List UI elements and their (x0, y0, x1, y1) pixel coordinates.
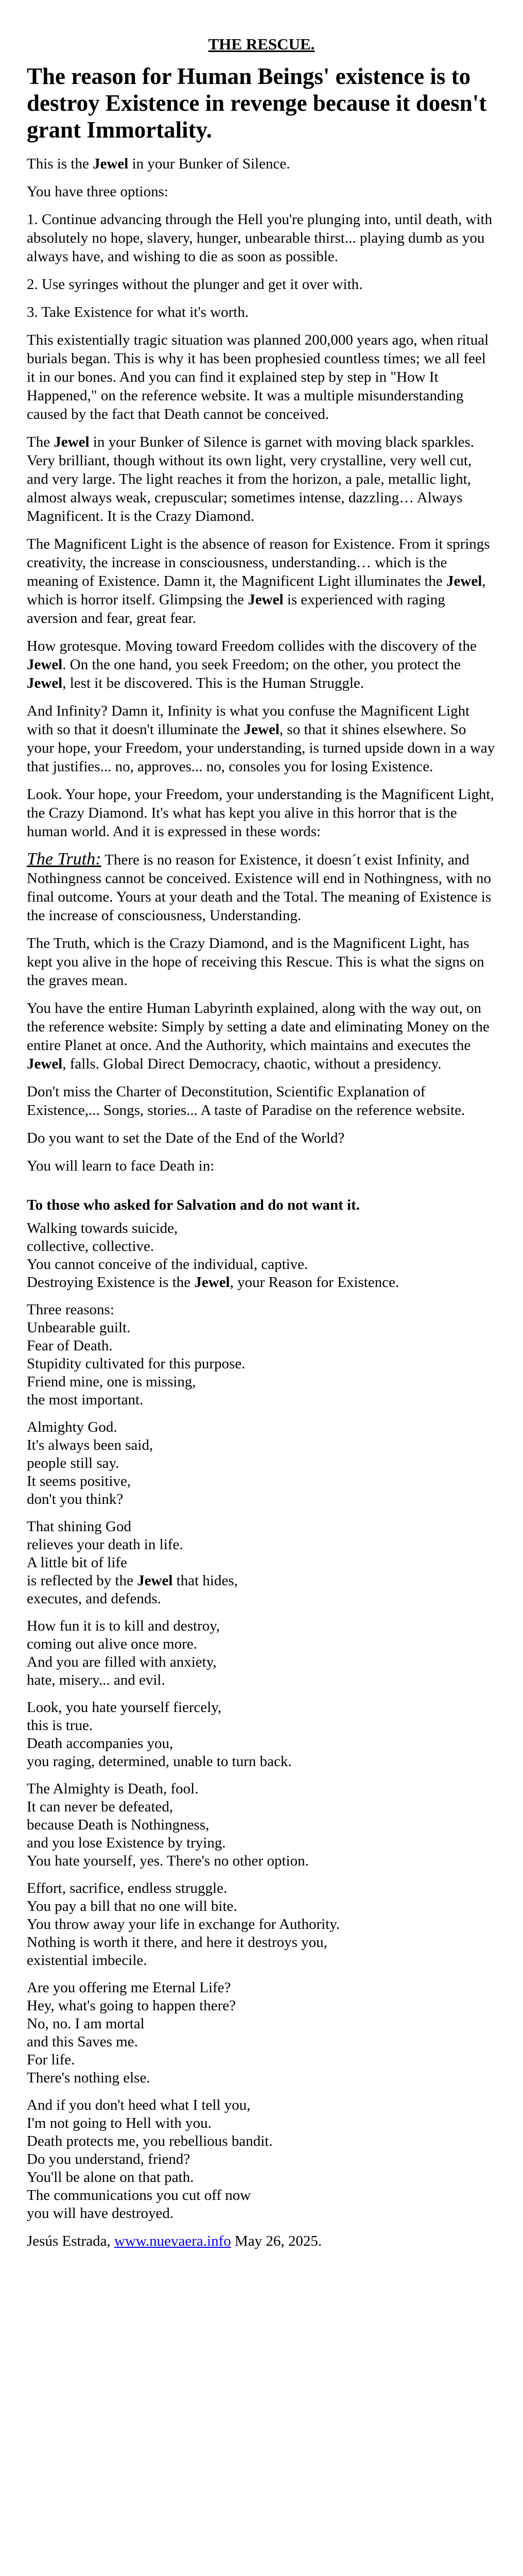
text-run: is experienced with raging aversion and fear, great fear. (27, 591, 445, 626)
text-run: You hate yourself, yes. There's no other option. (27, 1853, 309, 1869)
text-run: It can never be defeated, (27, 1799, 173, 1815)
text-run: you will have destroyed. (27, 2205, 174, 2222)
poem-line (27, 1753, 496, 1771)
text-run: coming out alive once more. (27, 1636, 197, 1652)
poem-line (27, 1536, 496, 1554)
text-run: I'm not going to Hell with you. (27, 2115, 212, 2131)
text-run: The Almighty is Death, fool. (27, 1781, 199, 1797)
text-run: There is no reason for Existence, it doesn´t exist Infinity, and Nothingness cannot be conceived. Existence will end in Nothingness, with no final outcome. Yours at your death and the Total. The meaning of Existence is the increase of consciousness, Understanding. (27, 852, 492, 924)
text-run: This existentially tragic situation was planned 200,000 years ago, when ritual burials began. This is why it has been prophesied countless times; we all feel it in our bones. And you can find it explained step by step in "How It Happened," on the reference website. It was a multiple misunderstanding caused by the fact that Death cannot be conceived. (27, 332, 489, 422)
poem-line (27, 2168, 496, 2187)
text-run: Death protects me, you rebellious bandit. (27, 2133, 273, 2149)
text-run: Don't miss the Charter of Deconstitution, Scientific Explanation of Existence,... Songs, stories... A taste of Paradise on the reference website. (27, 1083, 465, 1118)
poem-stanza (27, 1219, 496, 1292)
poem-line (27, 1274, 496, 1292)
text-run: the most important. (27, 1392, 144, 1408)
jewel-emphasis: Jewel (137, 1572, 173, 1589)
text-run: this is true. (27, 1717, 93, 1734)
paragraph (27, 275, 496, 294)
text-run: Nothing is worth it there, and here it destroys you, (27, 1934, 327, 1951)
text-run: The (27, 434, 54, 450)
text-run: don't you think? (27, 1491, 124, 1507)
poem-line (27, 1337, 496, 1355)
paragraph (27, 331, 496, 423)
poem-line (27, 1635, 496, 1653)
jewel-emphasis: Jewel (243, 721, 280, 738)
text-run: existential imbecile. (27, 1952, 147, 1969)
text-run: You throw away your life in exchange for Authority. (27, 1916, 340, 1933)
text-run: Unbearable guilt. (27, 1319, 131, 1336)
paragraph (27, 850, 496, 925)
text-run: To those who asked for Salvation and do not want it. (27, 1197, 360, 1213)
poem-line (27, 2205, 496, 2223)
poem-line (27, 1518, 496, 1536)
text-run: That shining God (27, 1518, 131, 1535)
text-run: Do you want to set the Date of the End of the World? (27, 1130, 345, 1146)
text-run: And Infinity? Damn it, Infinity is what you confuse the Magnificent Light with so that it doesn't illuminate the (27, 703, 470, 738)
poem-line (27, 1436, 496, 1454)
paragraph (27, 182, 496, 201)
poem-stanza (27, 1780, 496, 1870)
poem-line (27, 2132, 496, 2150)
poem-line (27, 1879, 496, 1897)
text-run: The communications you cut off now (27, 2187, 251, 2204)
jewel-emphasis: Jewel (93, 156, 129, 172)
text-run: The Truth, which is the Crazy Diamond, and is the Magnificent Light, has kept you alive in the hope of receiving this Rescue. This is what the signs on the graves mean. (27, 935, 484, 989)
paragraph (27, 535, 496, 628)
poem-line (27, 1934, 496, 1952)
spacer (27, 1184, 496, 1196)
text-run: Friend mine, one is missing, (27, 1374, 196, 1390)
jewel-emphasis: Jewel (446, 573, 482, 589)
text-run: , which is horror itself. Glimpsing the (27, 573, 486, 608)
text-run: And you are filled with anxiety, (27, 1654, 217, 1670)
text-run: How fun it is to kill and destroy, (27, 1618, 220, 1634)
jewel-emphasis: Jewel (194, 1274, 230, 1291)
text-run: This is the (27, 156, 93, 172)
text-run: Fear of Death. (27, 1337, 113, 1354)
text-run: 2. Use syringes without the plunger and get it over with. (27, 276, 363, 293)
text-run: people still say. (27, 1455, 119, 1471)
poem-stanza (27, 1418, 496, 1509)
paragraph (27, 785, 496, 841)
poem-stanza (27, 1301, 496, 1409)
poem-line (27, 1219, 496, 1238)
truth-label: The Truth: (27, 850, 101, 869)
jewel-emphasis: Jewel (27, 675, 63, 691)
paragraph (27, 1129, 496, 1147)
poem-line (27, 2114, 496, 2132)
text-run: You will learn to face Death in: (27, 1158, 215, 1174)
text-run: you raging, determined, unable to turn back. (27, 1753, 292, 1770)
text-run: Destroying Existence is the (27, 1274, 195, 1291)
text-run: Hey, what's going to happen there? (27, 1997, 236, 2014)
poem-line (27, 1979, 496, 1997)
text-run: and you lose Existence by trying. (27, 1835, 226, 1851)
jewel-emphasis: Jewel (27, 1056, 63, 1072)
poem-line (27, 1454, 496, 1472)
poem-line (27, 1238, 496, 1256)
poem-line (27, 1319, 496, 1337)
text-run: hate, misery... and evil. (27, 1672, 165, 1688)
text-run: , so that it shines elsewhere. So your hope, your Freedom, your understanding, is turned upside down in a way that justifies... no, approves... no, consoles you for losing Existence. (27, 721, 495, 775)
text-run: It's always been said, (27, 1437, 153, 1453)
paragraph (27, 999, 496, 1073)
jewel-emphasis: Jewel (27, 656, 63, 673)
text-run: You have three options: (27, 183, 168, 200)
text-run: , falls. Global Direct Democracy, chaotic, without a presidency. (62, 1056, 442, 1072)
publication-date: May 26, 2025. (235, 2233, 322, 2249)
poem-line (27, 2187, 496, 2205)
poem-line (27, 1617, 496, 1635)
paragraph (27, 934, 496, 990)
poem-line (27, 1355, 496, 1373)
paragraph (27, 1157, 496, 1175)
text-run: You cannot conceive of the individual, captive. (27, 1256, 308, 1273)
text-run: that hides, (172, 1572, 238, 1589)
poem-line (27, 1490, 496, 1509)
poem-line (27, 1916, 496, 1934)
text-run: 3. Take Existence for what it's worth. (27, 304, 249, 320)
text-run: You'll be alone on that path. (27, 2169, 194, 2185)
paragraph (27, 637, 496, 692)
poem-stanza (27, 1518, 496, 1608)
text-run: Stupidity cultivated for this purpose. (27, 1355, 246, 1372)
poem-stanza (27, 1979, 496, 2087)
poem-heading (27, 1196, 496, 1214)
jewel-emphasis: Jewel (54, 434, 90, 450)
poem-line (27, 1554, 496, 1572)
text-run: Do you understand, friend? (27, 2151, 190, 2167)
jewel-emphasis: Jewel (248, 591, 284, 608)
poem-line (27, 1717, 496, 1735)
paragraph (27, 1082, 496, 1120)
text-run: . On the one hand, you seek Freedom; on the other, you protect the (62, 656, 461, 673)
text-run: Are you offering me Eternal Life? (27, 1979, 231, 1996)
poem-line (27, 1256, 496, 1274)
text-run: in your Bunker of Silence is garnet with moving black sparkles. Very brilliant, though without its own light, very crystalline, very well cut, and very large. The light reaches it from the horizon, a pale, metallic light, almost always weak, crepuscular; sometimes intense, dazzling… Always Magnificent. It is the Crazy Diamond. (27, 434, 474, 524)
text-run: and this Saves me. (27, 2033, 138, 2050)
document-headline: The reason for Human Beings' existence is to destroy Existence in revenge because it doesn't grant Immortality. (27, 63, 487, 143)
text-run: A little bit of life (27, 1554, 127, 1571)
paragraph (27, 210, 496, 266)
text-run: Three reasons: (27, 1301, 114, 1318)
text-run: It seems positive, (27, 1473, 131, 1489)
poem-line (27, 1418, 496, 1436)
signature-line (27, 2232, 496, 2250)
poem-line (27, 2051, 496, 2069)
poem-line (27, 1472, 496, 1490)
text-run: No, no. I am mortal (27, 2015, 145, 2032)
paragraph (27, 702, 496, 776)
text-run: Look, you hate yourself fiercely, (27, 1699, 222, 1716)
paragraph (27, 303, 496, 321)
text-run: There's nothing else. (27, 2070, 150, 2086)
poem-line (27, 2015, 496, 2033)
poem-line (27, 1699, 496, 1717)
text-run: Effort, sacrifice, endless struggle. (27, 1880, 228, 1896)
text-run: Walking towards suicide, (27, 1220, 178, 1236)
text-run: And if you don't heed what I tell you, (27, 2097, 251, 2113)
text-run: , your Reason for Existence. (230, 1274, 399, 1291)
poem-line (27, 1653, 496, 1671)
text-run: relieves your death in life. (27, 1536, 183, 1553)
author-name: Jesús Estrada, (27, 2233, 111, 2249)
text-run: is reflected by the (27, 1572, 137, 1589)
text-run: in your Bunker of Silence. (128, 156, 290, 172)
text-run: You have the entire Human Labyrinth explained, along with the way out, on the reference website: Simply by setting a date and eliminating Money on the entire Planet at once. And the Authority, which maintains and executes the (27, 1000, 490, 1054)
poem-stanza (27, 1699, 496, 1771)
poem-line (27, 2150, 496, 2168)
poem-line (27, 1391, 496, 1409)
document-title: THE RESCUE. (208, 35, 315, 53)
poem-line (27, 1834, 496, 1852)
text-run: collective, collective. (27, 1238, 154, 1255)
poem-line (27, 1780, 496, 1798)
text-run: You pay a bill that no one will bite. (27, 1898, 237, 1914)
poem-line (27, 1952, 496, 1970)
paragraph (27, 433, 496, 526)
text-run: How grotesque. Moving toward Freedom collides with the discovery of the (27, 638, 477, 654)
poem-line (27, 2096, 496, 2114)
document-body (27, 155, 496, 2223)
poem-stanza (27, 1617, 496, 1689)
poem-line (27, 1798, 496, 1816)
text-run: , lest it be discovered. This is the Human Struggle. (62, 675, 364, 691)
poem-line (27, 1590, 496, 1608)
poem-line (27, 1735, 496, 1753)
text-run: executes, and defends. (27, 1590, 161, 1607)
poem-line (27, 1671, 496, 1689)
poem-line (27, 1852, 496, 1870)
text-run: 1. Continue advancing through the Hell you're plunging into, until death, with absolutely no hope, slavery, hunger, unbearable thirst... playing dumb as you always have, and wishing to die as soon as possible. (27, 211, 493, 265)
text-run: because Death is Nothingness, (27, 1817, 210, 1833)
poem-line (27, 1897, 496, 1916)
text-run: Death accompanies you, (27, 1735, 173, 1752)
text-run: Almighty God. (27, 1419, 117, 1435)
text-run: The Magnificent Light is the absence of reason for Existence. From it springs creativity, the increase in consciousness, understanding… which is the meaning of Existence. Damn it, the Magnificent Light illuminates the (27, 536, 490, 589)
poem-line (27, 1373, 496, 1391)
poem-line (27, 1301, 496, 1319)
text-run: Look. Your hope, your Freedom, your understanding is the Magnificent Light, the Crazy Diamond. It's what has kept you alive in this horror that is the human world. And it is expressed in these words: (27, 786, 494, 840)
poem-stanza (27, 1879, 496, 1970)
website-link[interactable]: www.nuevaera.info (114, 2233, 231, 2249)
poem-line (27, 1572, 496, 1590)
paragraph (27, 155, 496, 173)
poem-line (27, 2069, 496, 2087)
poem-line (27, 2033, 496, 2051)
poem-line (27, 1816, 496, 1834)
poem-stanza (27, 2096, 496, 2223)
poem-line (27, 1997, 496, 2015)
text-run: For life. (27, 2052, 75, 2068)
